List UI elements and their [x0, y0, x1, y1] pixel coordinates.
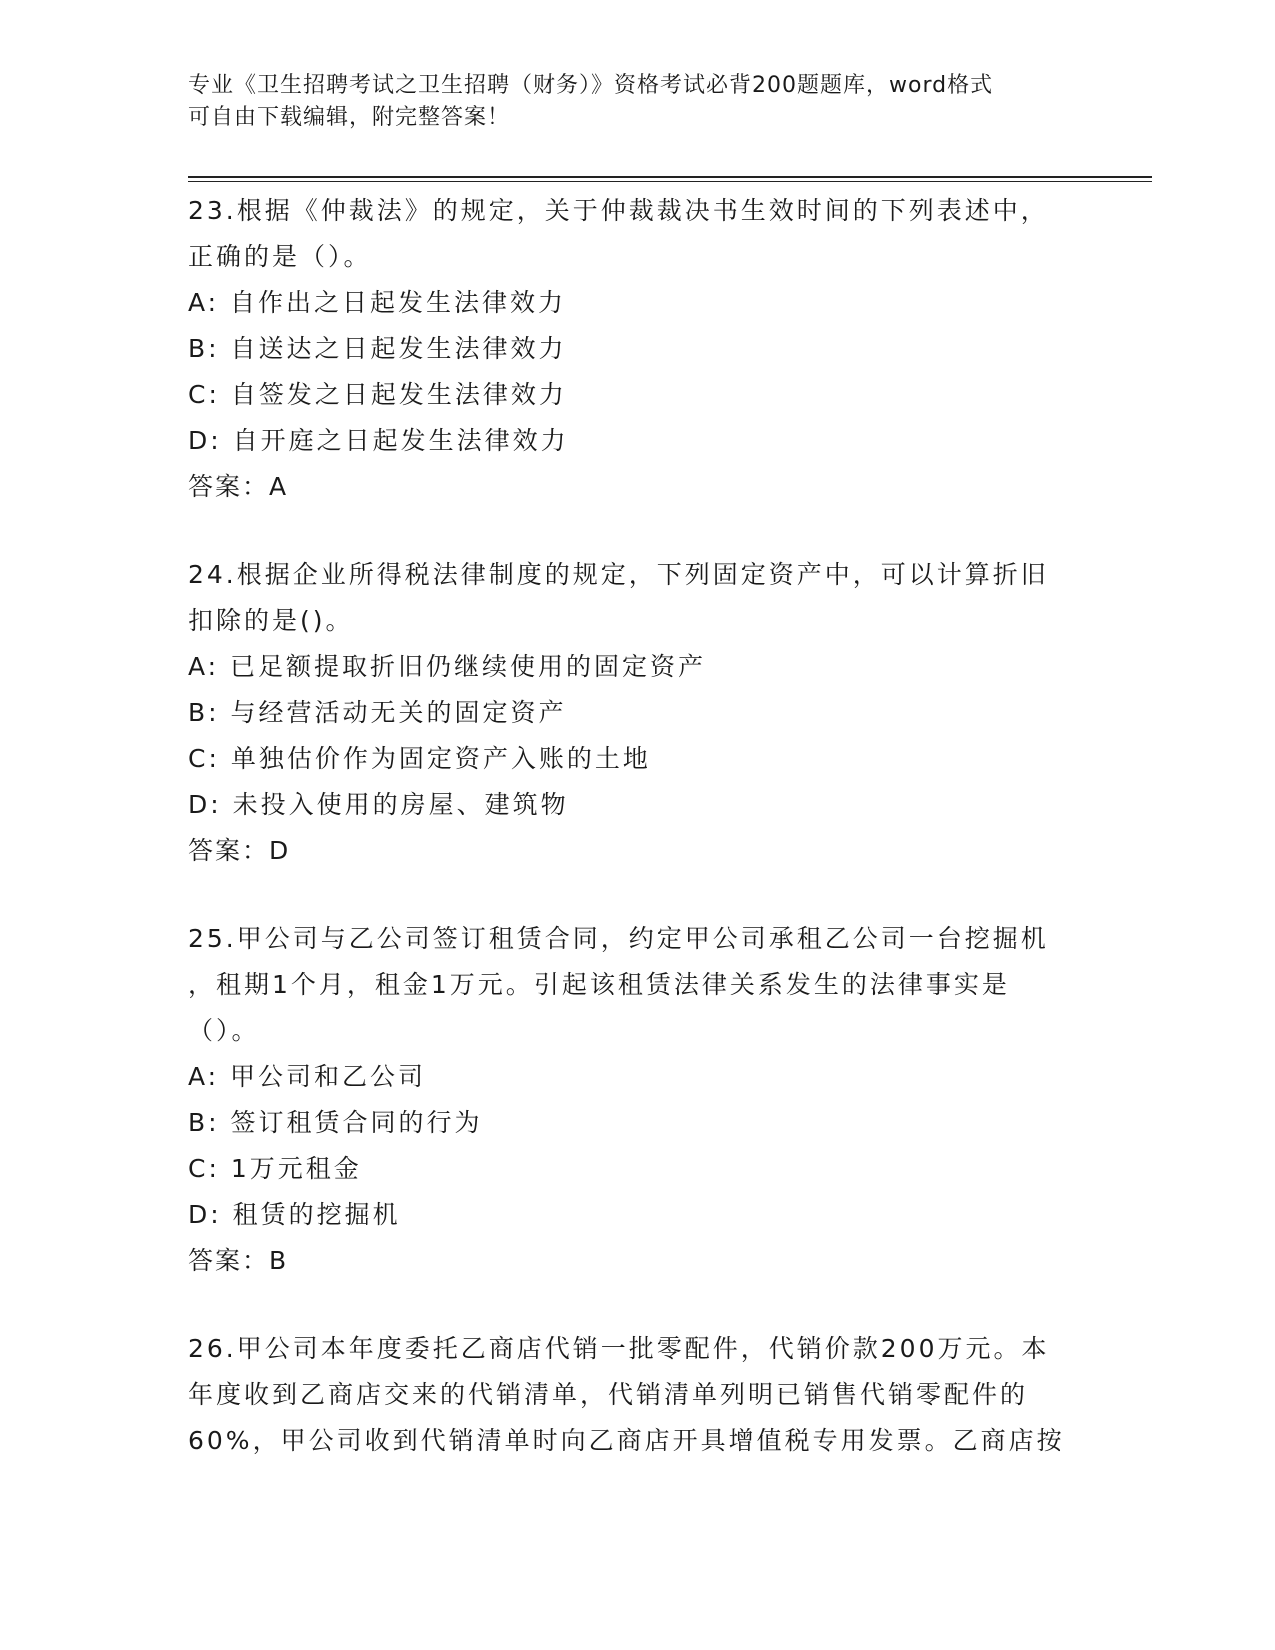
header-line-2: 可自由下载编辑，附完整答案！	[188, 105, 511, 130]
question-stem: 23.根据《仲裁法》的规定，关于仲裁裁决书生效时间的下列表述中， 正确的是（）。	[188, 196, 1049, 271]
option-a: A: 自作出之日起发生法律效力	[188, 288, 567, 317]
question-stem: 26.甲公司本年度委托乙商店代销一批零配件，代销价款200万元。本 年度收到乙商店交来的代销清单，代销清单列明已销售代销零配件的 60%，甲公司收到代销清单时向乙商店开具增值税专用发票。乙商店按	[188, 1334, 1065, 1455]
answer-label: 答案：D	[188, 836, 291, 865]
option-c: C: 1万元租金	[188, 1154, 362, 1183]
question-stem: 25.甲公司与乙公司签订租赁合同，约定甲公司承租乙公司一台挖掘机 ，租期1个月，租金1万元。引起该租赁法律关系发生的法律事实是 （）。	[188, 924, 1049, 1045]
document-header	[188, 70, 1088, 134]
option-a: A: 甲公司和乙公司	[188, 1062, 427, 1091]
answer-label: 答案：A	[188, 472, 289, 501]
header-line-1: 专业《卫生招聘考试之卫生招聘（财务）》资格考试必背200题题库，word格式	[188, 73, 994, 98]
header-divider-thin	[188, 181, 1152, 182]
question-25	[188, 916, 1088, 1284]
option-c: C: 自签发之日起发生法律效力	[188, 380, 567, 409]
option-d: D: 自开庭之日起发生法律效力	[188, 426, 569, 455]
option-b: B: 签订租赁合同的行为	[188, 1108, 483, 1137]
option-d: D: 租赁的挖掘机	[188, 1200, 401, 1229]
question-stem: 24.根据企业所得税法律制度的规定，下列固定资产中，可以计算折旧 扣除的是()。	[188, 560, 1049, 635]
header-divider-thick	[188, 176, 1152, 178]
option-c: C: 单独估价作为固定资产入账的土地	[188, 744, 651, 773]
question-list	[188, 188, 1088, 1506]
question-23	[188, 188, 1088, 510]
answer-label: 答案：B	[188, 1246, 289, 1275]
option-d: D: 未投入使用的房屋、建筑物	[188, 790, 569, 819]
option-b: B: 自送达之日起发生法律效力	[188, 334, 567, 363]
option-b: B: 与经营活动无关的固定资产	[188, 698, 567, 727]
question-26	[188, 1326, 1088, 1464]
question-24	[188, 552, 1088, 874]
option-a: A: 已足额提取折旧仍继续使用的固定资产	[188, 652, 707, 681]
